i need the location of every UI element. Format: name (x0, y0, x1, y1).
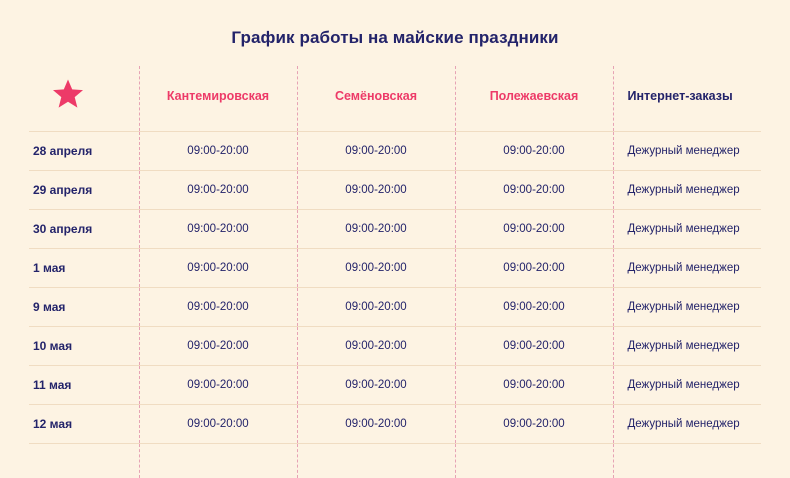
table-row (29, 327, 761, 366)
row-online-status: Дежурный менеджер (613, 288, 761, 327)
row-hours-polezhaevskaya: 09:00-20:00 (455, 210, 613, 249)
row-date: 1 мая (29, 249, 139, 288)
table-row (29, 210, 761, 249)
star-icon (51, 78, 85, 112)
row-hours-polezhaevskaya: 09:00-20:00 (455, 249, 613, 288)
row-hours-kantemirovskaya: 09:00-20:00 (139, 327, 297, 366)
brand-logo-cell (29, 66, 139, 132)
column-header-semenovskaya: Семёновская (297, 66, 455, 132)
row-hours-semenovskaya: 09:00-20:00 (297, 171, 455, 210)
row-hours-semenovskaya: 09:00-20:00 (297, 366, 455, 405)
row-hours-polezhaevskaya: 09:00-20:00 (455, 327, 613, 366)
table-row (29, 288, 761, 327)
row-hours-polezhaevskaya: 09:00-20:00 (455, 288, 613, 327)
row-date: 30 апреля (29, 210, 139, 249)
table-row (29, 132, 761, 171)
row-date: 12 мая (29, 405, 139, 444)
row-hours-semenovskaya: 09:00-20:00 (297, 288, 455, 327)
page-title: График работы на майские праздники (0, 0, 790, 48)
row-online-status: Дежурный менеджер (613, 210, 761, 249)
row-hours-semenovskaya: 09:00-20:00 (297, 132, 455, 171)
row-hours-semenovskaya: 09:00-20:00 (297, 249, 455, 288)
row-date: 11 мая (29, 366, 139, 405)
table-row (29, 171, 761, 210)
header-row (29, 66, 761, 132)
table-body (29, 132, 761, 444)
column-header-kantemirovskaya: Кантемировская (139, 66, 297, 132)
row-hours-semenovskaya: 09:00-20:00 (297, 327, 455, 366)
row-hours-polezhaevskaya: 09:00-20:00 (455, 171, 613, 210)
row-hours-semenovskaya: 09:00-20:00 (297, 405, 455, 444)
row-date: 28 апреля (29, 132, 139, 171)
row-online-status: Дежурный менеджер (613, 405, 761, 444)
row-hours-kantemirovskaya: 09:00-20:00 (139, 288, 297, 327)
row-hours-polezhaevskaya: 09:00-20:00 (455, 405, 613, 444)
row-online-status: Дежурный менеджер (613, 171, 761, 210)
schedule-table (29, 66, 761, 478)
column-header-polezhaevskaya: Полежаевская (455, 66, 613, 132)
table-row (29, 249, 761, 288)
row-online-status: Дежурный менеджер (613, 249, 761, 288)
row-online-status: Дежурный менеджер (613, 327, 761, 366)
row-online-status: Дежурный менеджер (613, 366, 761, 405)
row-hours-kantemirovskaya: 09:00-20:00 (139, 210, 297, 249)
table-row (29, 366, 761, 405)
column-header-online-orders: Интернет-заказы (613, 66, 761, 132)
row-hours-polezhaevskaya: 09:00-20:00 (455, 132, 613, 171)
row-hours-kantemirovskaya: 09:00-20:00 (139, 132, 297, 171)
row-date: 10 мая (29, 327, 139, 366)
row-date: 29 апреля (29, 171, 139, 210)
row-date: 9 мая (29, 288, 139, 327)
row-online-status: Дежурный менеджер (613, 132, 761, 171)
row-hours-polezhaevskaya: 09:00-20:00 (455, 366, 613, 405)
row-hours-kantemirovskaya: 09:00-20:00 (139, 171, 297, 210)
row-hours-kantemirovskaya: 09:00-20:00 (139, 366, 297, 405)
table-row (29, 405, 761, 444)
table-header (29, 66, 761, 132)
row-hours-kantemirovskaya: 09:00-20:00 (139, 405, 297, 444)
row-hours-kantemirovskaya: 09:00-20:00 (139, 249, 297, 288)
row-hours-semenovskaya: 09:00-20:00 (297, 210, 455, 249)
